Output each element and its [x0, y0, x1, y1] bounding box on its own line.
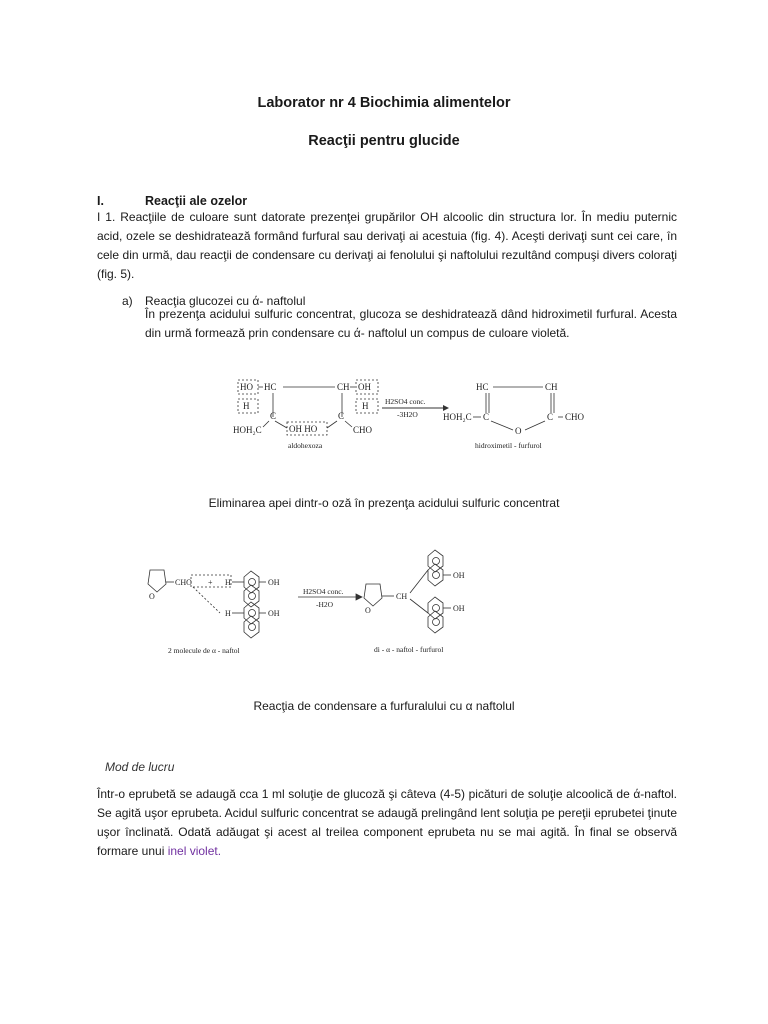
- item-a-title: Reacţia glucozei cu ά- naftolul: [145, 294, 306, 308]
- item-a-label: a): [122, 294, 133, 308]
- svg-text:H: H: [225, 609, 231, 618]
- page-subtitle: Reacţii pentru glucide: [308, 133, 460, 149]
- svg-text:C: C: [483, 412, 490, 422]
- svg-text:OH: OH: [453, 571, 465, 580]
- section-number: I.: [97, 194, 104, 208]
- svg-text:CH: CH: [545, 382, 558, 392]
- svg-text:CHO: CHO: [353, 425, 373, 435]
- svg-text:HO: HO: [240, 382, 253, 392]
- svg-text:CH: CH: [337, 382, 350, 392]
- aldohexose-label: aldohexoza: [288, 441, 323, 450]
- svg-text:OH: OH: [268, 609, 280, 618]
- svg-text:CHO: CHO: [175, 578, 192, 587]
- svg-text:HOH₂C: HOH₂C: [233, 425, 262, 435]
- violet-ring-text: inel violet.: [167, 844, 222, 858]
- figure2-caption: Reacţia de condensare a furfuralului cu α naftolul: [253, 699, 515, 713]
- svg-text:CH: CH: [396, 592, 408, 601]
- hmf-label: hidroximetil - furfurol: [475, 441, 542, 450]
- svg-text:CHO: CHO: [565, 412, 585, 422]
- svg-text:H: H: [243, 401, 250, 411]
- dinaphthol-label: di - α - naftol - furfurol: [374, 645, 444, 654]
- svg-text:O: O: [515, 426, 522, 436]
- svg-text:C: C: [270, 411, 277, 421]
- page-title: Laborator nr 4 Biochimia alimentelor: [257, 95, 511, 111]
- fig1-reagent-top: H2SO4 conc.: [385, 397, 426, 406]
- figure-naphthol-condensation: [138, 548, 490, 660]
- svg-text:HC: HC: [476, 382, 489, 392]
- svg-text:C: C: [338, 411, 345, 421]
- method-text: Într-o eprubetă se adaugă cca 1 ml soluţie de glucoză şi câteva (4-5) picături de soluţie alcoolică de ά-naftol. Se agită uşor eprubeta. Acidul sulfuric concentrat se adaugă prelingând lent soluţia pe pereţii eprubetei ţinute uşor înclinată. Odată adăugat şi acest al treilea component eprubeta nu se mai agită. În final se observă formare unui: [97, 787, 677, 858]
- figure-aldohexose-dehydration: [225, 375, 595, 460]
- fig2-reagent-bottom: -H2O: [316, 600, 334, 609]
- svg-text:+: +: [208, 578, 213, 587]
- method-heading: Mod de lucru: [105, 760, 175, 774]
- item-a-text: În prezenţa acidului sulfuric concentrat, glucoza se deshidratează dând hidroximetil furfural. Acesta din urmă formează prin condensare cu ά- naftolul un compus de culoare violetă.: [145, 307, 677, 340]
- svg-text:HC: HC: [264, 382, 277, 392]
- section-heading: Reacţii ale ozelor: [145, 194, 248, 208]
- svg-text:O: O: [149, 592, 155, 601]
- method-paragraph: [97, 785, 677, 861]
- svg-text:OH: OH: [268, 578, 280, 587]
- figure1-caption: Eliminarea apei dintr-o oză în prezenţa acidului sulfuric concentrat: [208, 496, 560, 510]
- intro-paragraph: I 1. Reacţiile de culoare sunt datorate prezenţei grupărilor OH alcoolic din structura lor. În mediu puternic acid, ozele se deshidratează formând furfural sau derivaţi ai acestuia (fig. 4). Aceşti derivaţi sunt cei care, în cele din urmă, dau reacţii de condensare cu derivaţi ai fenolului şi naftolului rezultând compuşi divers coloraţi (fig. 5).: [97, 210, 677, 281]
- svg-text:OH HO: OH HO: [289, 424, 318, 434]
- svg-text:OH: OH: [358, 382, 371, 392]
- fig2-reagent-top: H2SO4 conc.: [303, 587, 344, 596]
- svg-text:H: H: [362, 401, 369, 411]
- fig1-reagent-bottom: -3H2O: [397, 410, 418, 419]
- svg-text:H: H: [225, 578, 231, 587]
- svg-text:C: C: [547, 412, 554, 422]
- svg-text:OH: OH: [453, 604, 465, 613]
- naphthol-label: 2 molecule de α - naftol: [168, 646, 240, 655]
- svg-text:O: O: [365, 606, 371, 615]
- svg-text:HOH₂C: HOH₂C: [443, 412, 472, 422]
